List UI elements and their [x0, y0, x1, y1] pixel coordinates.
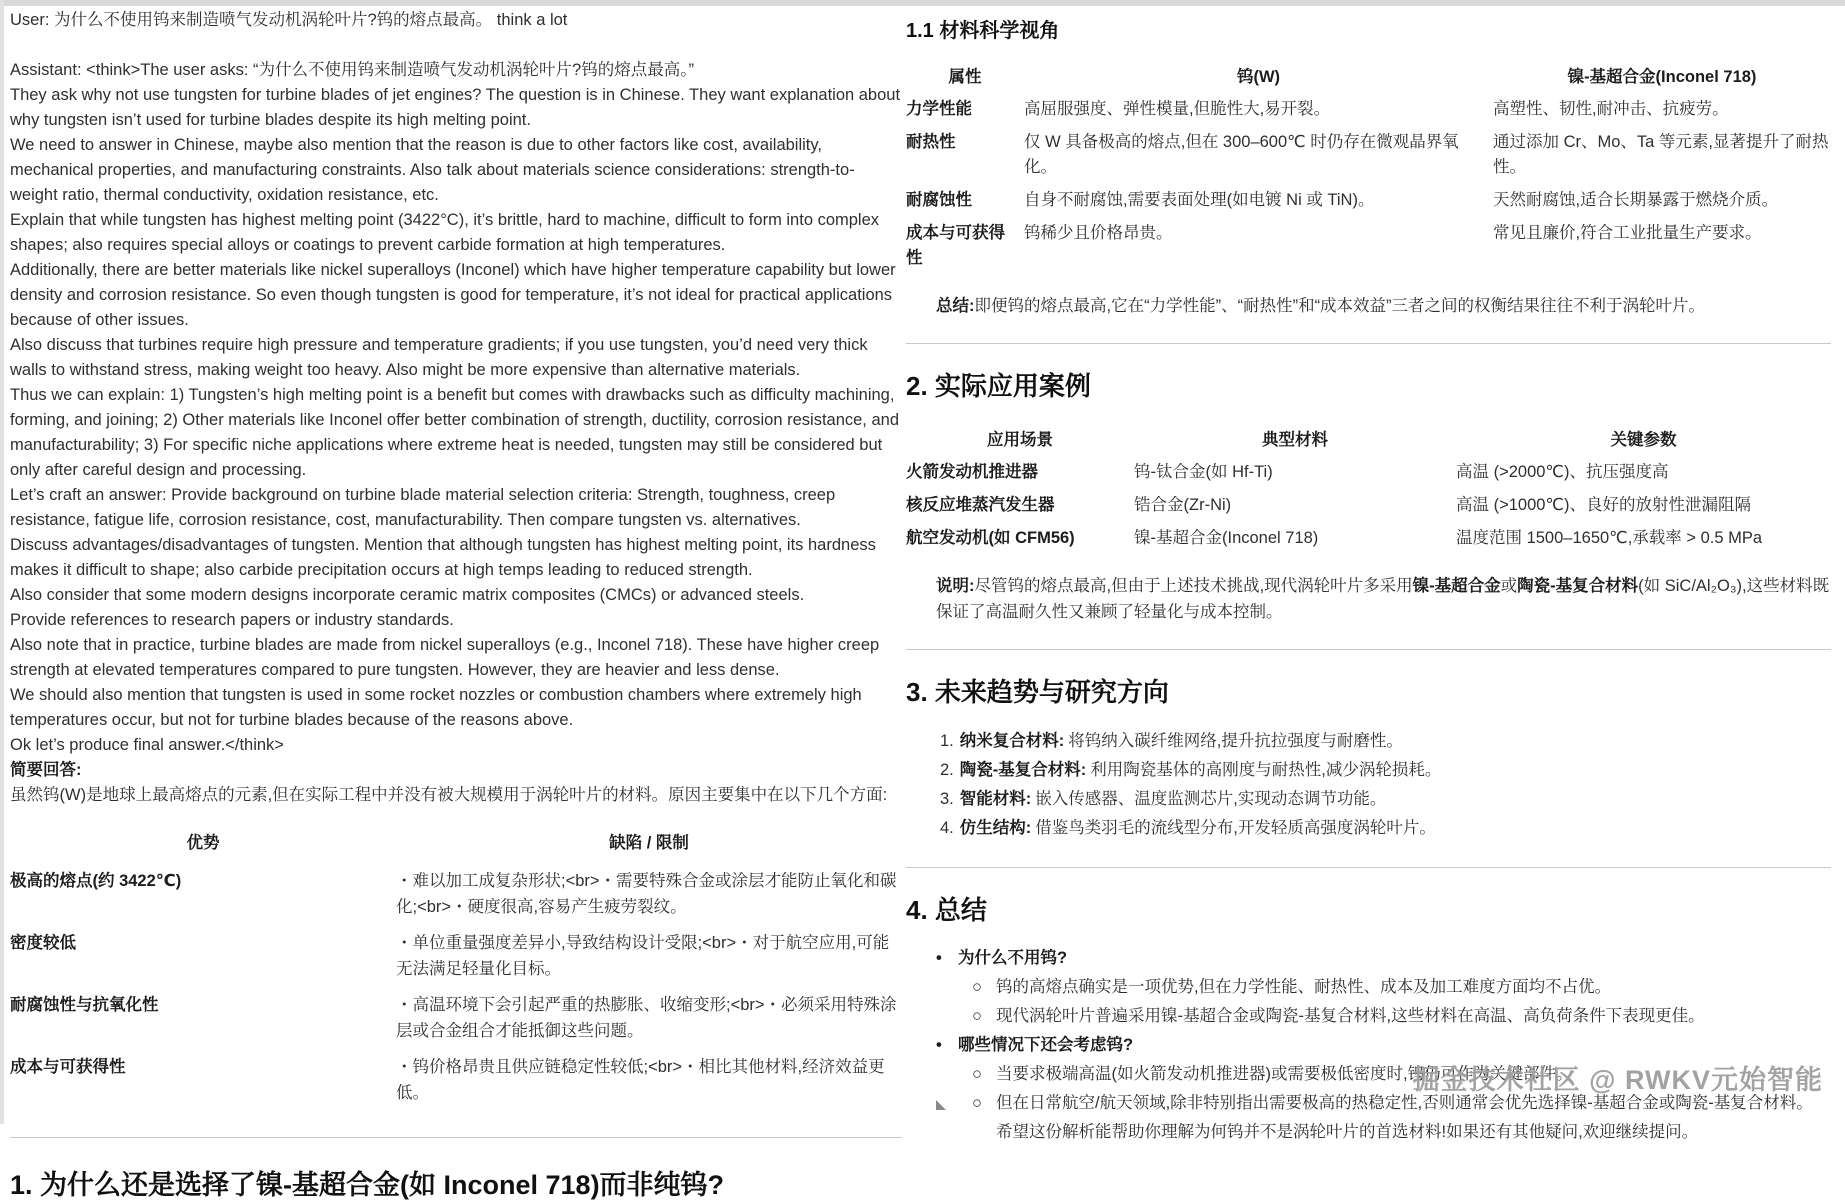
tungsten-cell: 自身不耐腐蚀,需要表面处理(如电镀 Ni 或 TiN)。 — [1024, 191, 1375, 209]
page-top-border — [0, 0, 1845, 6]
summary-note-text: 即便钨的熔点最高,它在“力学性能”、“耐热性”和“成本效益”三者之间的权衡结果往往不利于涡轮叶片。 — [974, 297, 1706, 315]
table-row — [906, 456, 1831, 489]
inconel-cell: 常见且廉价,符合工业批量生产要求。 — [1493, 224, 1762, 242]
list-item-label: 仿生结构: — [959, 819, 1032, 837]
table1-summary-note — [936, 293, 1831, 319]
think-paragraph: Let’s craft an answer: Provide background on turbine blade material selection criteria: Strength, toughness, creep resistance, fatigue life, corrosion resistance, cost, manufacturability. Then compare tungsten vs. alternatives. — [10, 486, 836, 529]
list-item-text: 借鉴鸟类羽毛的流线型分布,开发轻质高强度涡轮叶片。 — [1035, 819, 1436, 837]
list-item-label: 智能材料: — [959, 790, 1032, 808]
circle-bullet-icon: ○ — [972, 978, 982, 996]
list-item — [940, 786, 1831, 812]
limitation-cell: ・难以加工成复杂形状;<br>・需要特殊合金或涂层才能防止氧化和碳化;<br>・硬度很高,容易产生疲劳裂纹。 — [396, 872, 897, 916]
list-item-label: 陶瓷-基复合材料: — [959, 761, 1087, 779]
table-row — [10, 987, 902, 1049]
bullet-question — [936, 946, 1831, 971]
scene-cell: 航空发动机(如 CFM56) — [906, 529, 1075, 547]
bullet-question-text: 为什么不用钨? — [958, 949, 1068, 967]
tungsten-cell: 仅 W 具备极高的熔点,但在 300–600℃ 时仍存在微观晶界氧化。 — [1024, 133, 1459, 176]
think-paragraph: Also discuss that turbines require high pressure and temperature gradients; if you use tungsten, you’d need very thick walls to withstand stress, making weight too heavy. Also might be more expensive than alternative materials. — [10, 336, 868, 379]
section-divider — [906, 649, 1831, 650]
watermark: 掘金技术社区 @ RWKV元始智能 — [1412, 1065, 1823, 1095]
explanation-note-text: (如 SiC/Al₂O₃),这些材料既保证了高温耐久性又兼顾了轻量化与成本控制。 — [936, 577, 1830, 621]
summary-note-label: 总结: — [936, 297, 975, 315]
think-paragraph: Thus we can explain: 1) Tungsten’s high melting point is a benefit but comes with drawbacks such as difficulty machining, forming, and joining; 2) Other materials like Inconel offer better combination of strength, ductility, corrosion resistance, and manufacturability; 3) For specific niche applications where extreme heat is needed, tungsten may still be considered but only after careful design and processing. — [10, 386, 900, 479]
table-row — [10, 863, 902, 925]
brief-answer-text: 虽然钨(W)是地球上最高熔点的元素,但在实际工程中并没有被大规模用于涡轮叶片的材料。原因主要集中在以下几个方面: — [10, 786, 888, 804]
advantage-cell: 耐腐蚀性与抗氧化性 — [10, 996, 159, 1014]
assistant-message-prefix: Assistant: <think>The user asks: “为什么不使用钨来制造喷气发动机涡轮叶片?钨的熔点最高。” — [10, 61, 694, 79]
think-paragraph: We need to answer in Chinese, maybe also mention that the reason is due to other factors like cost, availability, mechanical properties, and manufacturing constraints. Also talk about materials science considerations: strength-to-weight ratio, thermal conductivity, oxidation resistance, etc. — [10, 136, 855, 204]
think-paragraph: We should also mention that tungsten is used in some rocket nozzles or combustion chambers where extremely high temperatures occur, but not for turbine blades because of the reasons above. — [10, 686, 862, 729]
think-paragraph: Also consider that some modern designs incorporate ceramic matrix composites (CMCs) or advanced steels. — [10, 586, 805, 604]
limitation-cell: ・单位重量强度差异小,导致结构设计受限;<br>・对于航空应用,可能无法满足轻量化目标。 — [396, 934, 890, 978]
closing-remark: 希望这份解析能帮助你理解为何钨并不是涡轮叶片的首选材料!如果还有其他疑问,欢迎继续提问。 — [996, 1123, 1699, 1141]
explanation-note-text: 尽管钨的熔点最高,但由于上述技术挑战,现代涡轮叶片多采用 — [974, 577, 1413, 595]
tungsten-cell: 高屈服强度、弹性模量,但脆性大,易开裂。 — [1024, 100, 1331, 118]
think-paragraph: Discuss advantages/disadvantages of tungsten. Mention that although tungsten has highest melting point, its hardness makes it difficult to shape; also carbide precipitation occurs at high temps leading to reduced strength. — [10, 536, 876, 579]
think-paragraph: Also note that in practice, turbine blades are made from nickel superalloys (e.g., Inconel 718). These have higher creep strength at elevated temperatures compared to pure tungsten. However, they are heavier and less dense. — [10, 636, 880, 679]
think-paragraph: Provide references to research papers or industry standards. — [10, 611, 454, 629]
explanation-note-bold: 陶瓷-基复合材料 — [1517, 577, 1639, 595]
property-cell: 成本与可获得性 — [906, 224, 1005, 267]
advantage-cell: 成本与可获得性 — [10, 1058, 126, 1076]
think-paragraph: Explain that while tungsten has highest melting point (3422°C), it’s brittle, hard to machine, difficult to form into complex shapes; also requires special alloys or coatings to prevent carbide formation at high temperatures. — [10, 211, 880, 254]
section3-heading: 3. 未来趋势与研究方向 — [906, 677, 1169, 707]
advantage-cell: 密度较低 — [10, 934, 76, 952]
section-divider — [10, 1137, 902, 1138]
think-paragraph: Additionally, there are better materials like nickel superalloys (Inconel) which have higher temperature capability but lower density and corrosion resistance. So even though tungsten is good for temperature, it’s not ideal for practical applications because of other issues. — [10, 261, 896, 329]
column-header-material: 典型材料 — [1262, 431, 1328, 449]
sub-bullet-text: 当要求极端高温(如火箭发动机推进器)或需要极低密度时,钨仍可作为关键部件。 — [996, 1065, 1573, 1083]
page-left-border — [0, 0, 4, 1124]
right-column — [906, 10, 1831, 1145]
list-item-text: 利用陶瓷基体的高刚度与耐热性,减少涡轮损耗。 — [1090, 761, 1442, 779]
inconel-cell: 高塑性、韧性,耐冲击、抗疲劳。 — [1493, 100, 1729, 118]
list-item — [940, 815, 1831, 841]
section4-heading: 4. 总结 — [906, 895, 987, 925]
sub-bullet-text: 现代涡轮叶片普遍采用镍-基超合金或陶瓷-基复合材料,这些材料在高温、高负荷条件下表现更佳。 — [996, 1007, 1705, 1025]
brief-answer-heading: 简要回答: — [10, 761, 82, 779]
column-header-advantage: 优势 — [186, 834, 220, 852]
think-paragraph: They ask why not use tungsten for turbine blades of jet engines? The question is in Chinese. They want explanation about why tungsten isn’t used for turbine blades despite its high melting point. — [10, 86, 901, 129]
sub-bullet — [972, 975, 1831, 1000]
advantage-cell: 极高的熔点(约 3422℃) — [10, 872, 182, 890]
section-divider — [906, 867, 1831, 868]
material-cell: 钨-钛合金(如 Hf-Ti) — [1134, 463, 1273, 481]
params-cell: 高温 (>1000℃)、良好的放射性泄漏阻隔 — [1456, 496, 1751, 514]
property-cell: 耐热性 — [906, 133, 956, 151]
left-column — [10, 8, 902, 1202]
column-header-limitation: 缺陷 / 限制 — [609, 834, 689, 852]
table-row — [906, 126, 1831, 184]
material-cell: 锆合金(Zr-Ni) — [1134, 496, 1232, 514]
bullet-icon: • — [936, 949, 942, 967]
circle-bullet-icon: ○ — [972, 1094, 982, 1112]
limitation-cell: ・钨价格昂贵且供应链稳定性较低;<br>・相比其他材料,经济效益更低。 — [396, 1058, 885, 1102]
table-row — [10, 925, 902, 987]
section-divider — [906, 343, 1831, 344]
column-header-scene: 应用场景 — [987, 431, 1053, 449]
think-paragraph: Ok let’s produce final answer.</think> — [10, 736, 284, 754]
bullet-question-text: 哪些情况下还会考虑钨? — [958, 1036, 1134, 1054]
table-header-row — [906, 422, 1831, 456]
list-item-text: 将钨纳入碳纤维网络,提升抗拉强度与耐磨性。 — [1068, 732, 1403, 750]
bullet-question — [936, 1033, 1831, 1058]
inconel-cell: 通过添加 Cr、Mo、Ta 等元素,显著提升了耐热性。 — [1493, 133, 1829, 176]
table-header-row — [906, 59, 1831, 93]
advantages-limitations-table — [10, 826, 902, 1111]
table-row — [906, 522, 1831, 555]
inconel-cell: 天然耐腐蚀,适合长期暴露于燃烧介质。 — [1493, 191, 1779, 209]
explanation-note-text: 或 — [1500, 577, 1518, 595]
list-item-text: 嵌入传感器、温度监测芯片,实现动态调节功能。 — [1035, 790, 1387, 808]
material-cell: 镍-基超合金(Inconel 718) — [1134, 529, 1319, 547]
table-header-row — [10, 826, 902, 863]
list-number: 1. — [940, 732, 954, 750]
sub-bullet-text: 钨的高熔点确实是一项优势,但在力学性能、耐热性、成本及加工难度方面均不占优。 — [996, 978, 1612, 996]
application-cases-table — [906, 422, 1831, 555]
section1-1-heading: 1.1 材料科学视角 — [906, 20, 1060, 42]
explanation-note-bold: 镍-基超合金 — [1412, 577, 1501, 595]
summary-bullets — [906, 946, 1831, 1145]
column-header-property: 属性 — [948, 68, 982, 86]
params-cell: 温度范围 1500–1650℃,承载率 > 0.5 MPa — [1456, 529, 1763, 547]
scene-cell: 火箭发动机推进器 — [906, 463, 1038, 481]
bullet-icon: • — [936, 1036, 942, 1054]
list-number: 2. — [940, 761, 954, 779]
material-comparison-table — [906, 59, 1831, 275]
section1-heading: 1. 为什么还是选择了镍-基超合金(如 Inconel 718)而非纯钨? — [10, 1170, 725, 1200]
limitation-cell: ・高温环境下会引起严重的热膨胀、收缩变形;<br>・必须采用特殊涂层或合金组合才能抵御这些问题。 — [396, 996, 897, 1040]
table-row — [906, 217, 1831, 275]
column-header-params: 关键参数 — [1610, 431, 1677, 449]
table-row — [906, 184, 1831, 217]
table-row — [906, 489, 1831, 522]
page-corner-mark — [936, 1100, 946, 1110]
table-row — [10, 1049, 902, 1111]
future-trends-list — [940, 728, 1831, 841]
property-cell: 耐腐蚀性 — [906, 191, 972, 209]
scene-cell: 核反应堆蒸汽发生器 — [906, 496, 1055, 514]
list-item — [940, 728, 1831, 754]
circle-bullet-icon: ○ — [972, 1007, 982, 1025]
circle-bullet-icon: ○ — [972, 1065, 982, 1083]
list-number: 3. — [940, 790, 954, 808]
tungsten-cell: 钨稀少且价格昂贵。 — [1024, 224, 1173, 242]
params-cell: 高温 (>2000℃)、抗压强度高 — [1456, 463, 1669, 481]
column-header-inconel: 镍-基超合金(Inconel 718) — [1567, 68, 1757, 86]
list-item-label: 纳米复合材料: — [959, 732, 1065, 750]
column-header-tungsten: 钨(W) — [1236, 68, 1281, 86]
property-cell: 力学性能 — [906, 100, 972, 118]
sub-bullet — [972, 1004, 1831, 1029]
table-row — [906, 93, 1831, 126]
user-message: User: 为什么不使用钨来制造喷气发动机涡轮叶片?钨的熔点最高。 think a lot — [10, 11, 568, 29]
list-number: 4. — [940, 819, 954, 837]
sub-bullet-text: 但在日常航空/航天领域,除非特别指出需要极高的热稳定性,否则通常会优先选择镍-基超合金或陶瓷-基复合材料。 — [996, 1094, 1813, 1112]
explanation-note-label: 说明: — [936, 577, 975, 595]
list-item — [940, 757, 1831, 783]
table2-explanation-note — [936, 573, 1831, 625]
section2-heading: 2. 实际应用案例 — [906, 371, 1091, 401]
